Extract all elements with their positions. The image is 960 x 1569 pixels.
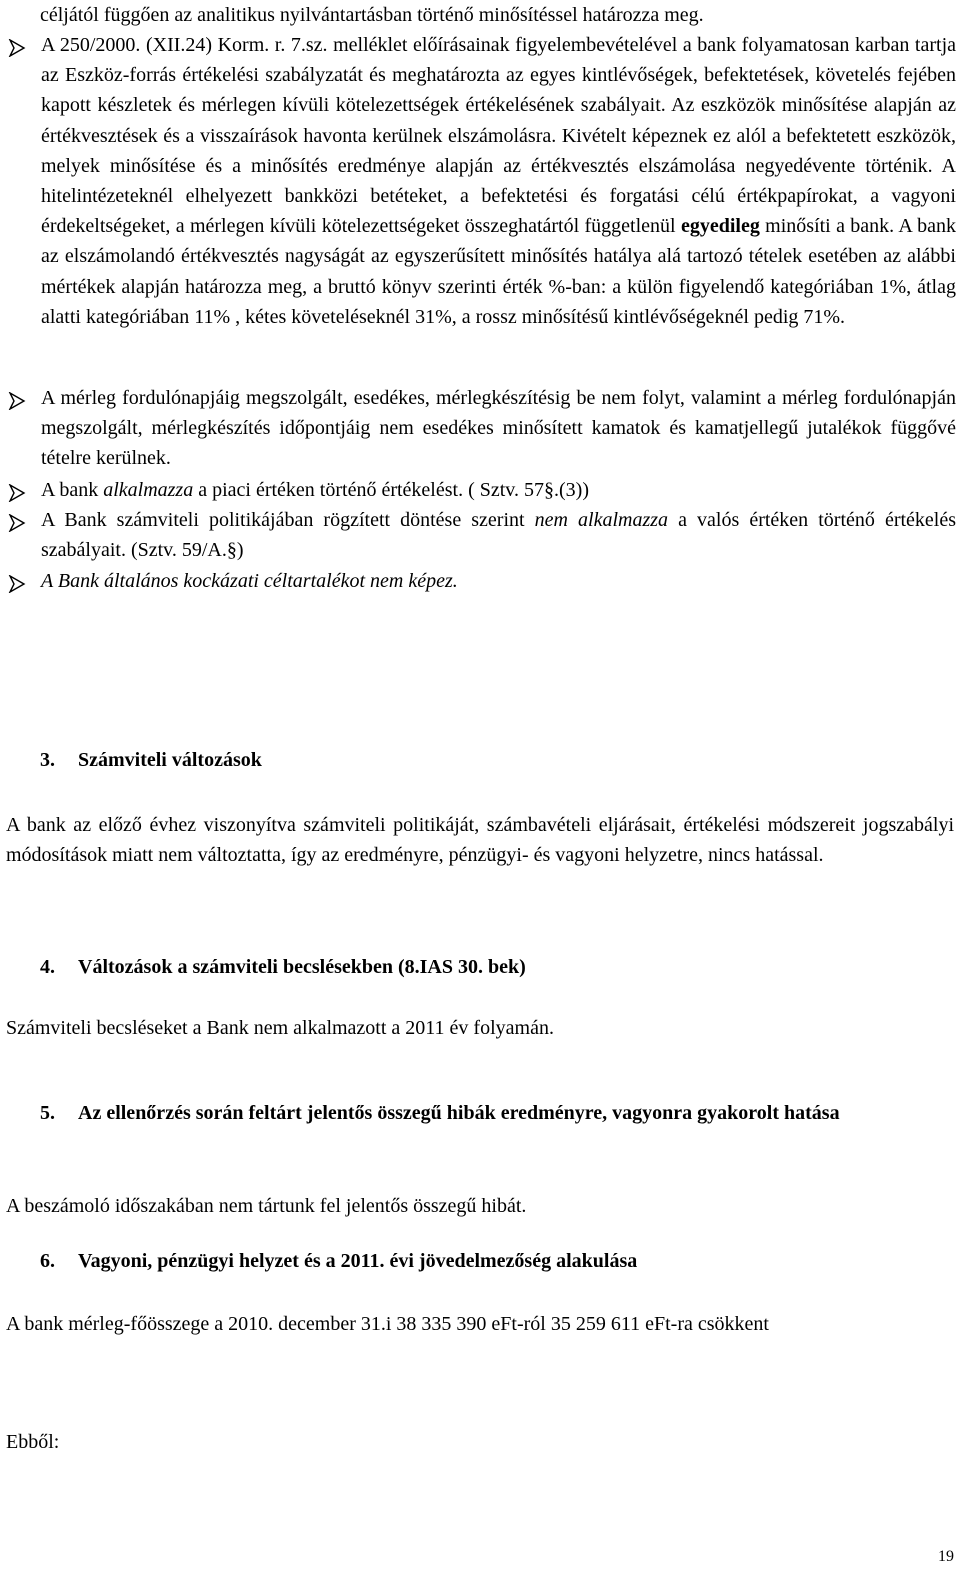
continued-paragraph-line: céljától függően az analitikus nyilvántartásban történő minősítéssel határozza meg. <box>40 4 704 26</box>
section-number: 3. <box>40 749 55 771</box>
bullet-text-segment: alkalmazza <box>103 479 194 501</box>
section-6-body <box>6 1309 886 1339</box>
policy-bullet-item <box>8 566 956 596</box>
section-body-text: A bank mérleg-főösszege a 2010. december 31.i 38 335 390 eFt-ról 35 259 611 eFt-ra csökkent <box>6 1313 769 1335</box>
section-title: Változások a számviteli becslésekben (8.IAS 30. bek) <box>78 956 526 978</box>
section-4-body <box>6 1013 954 1043</box>
section-title: Vagyoni, pénzügyi helyzet és a 2011. évi jövedelmezőség alakulása <box>78 1250 638 1272</box>
arrow-bullet-icon <box>8 389 26 407</box>
section-number: 4. <box>40 956 55 978</box>
arrow-bullet-icon <box>8 511 26 529</box>
section-title: Az ellenőrzés során feltárt jelentős összegű hibák eredményre, vagyonra gyakorolt hatása <box>78 1102 840 1124</box>
section-heading-5 <box>40 1098 878 1128</box>
policy-bullet-item <box>8 475 956 505</box>
policy-bullet-item <box>8 505 956 565</box>
bullet-text-segment: A 250/2000. (XII.24) Korm. r. 7.sz. melléklet előírásainak figyelembevételével a bank folyamatosan karban tartja az Eszköz-forrás értékelési szabályzatát és meghatározta az egyes kintlévőségek, befektetések, követelés fejében kapott készletek és mérlegen kívüli kötelezettségek értékelésének szabályait. Az eszközök minősítése alapján az értékvesztések és a visszaírások havonta kerülnek elszámolásra. Kivételt képeznek ez alól a befektetett eszközök, melyek minősítése és a minősítés eredménye alapján az értékvesztés elszámolása negyedévente történik. A hitelintézeteknél elhelyezett bankközi betéteket, a befektetési és forgatási célú értékpapírokat, a vagyoni érdekeltségeket, a mérlegen kívüli kötelezettségeket összeghatártól függetlenül <box>41 34 956 238</box>
section-body-text: A bank az előző évhez viszonyítva számviteli politikáját, számbavételi eljárásait, értékelési módszereit jogszabályi módosítások miatt nem változtatta, így az eredményre, pénzügyi- és vagyoni helyzetre, nincs hatással. <box>6 814 954 867</box>
bullet-text-segment: A bank <box>41 479 104 501</box>
bullet-text-segment: A Bank általános kockázati céltartalékot nem képez. <box>41 570 458 592</box>
arrow-bullet-icon <box>8 481 26 499</box>
section-heading-3 <box>40 745 262 775</box>
bullet-text-segment: A Bank számviteli politikájában rögzített döntése szerint <box>41 509 535 531</box>
bullet-text-segment: a piaci értéken történő értékelést. ( Sztv. 57§.(3)) <box>193 479 589 501</box>
page-number: 19 <box>938 1548 954 1565</box>
policy-bullet-item <box>8 383 956 474</box>
section-body-text: A beszámoló időszakában nem tártunk fel jelentős összegű hibát. <box>6 1195 527 1217</box>
bullet-text-segment: minősíti a bank. A bank az elszámolandó értékvesztés nagyságát az egyszerűsített minősítés hatálya alá tartozó tételek esetében az alábbi mértékek alapján határozza meg, a bruttó könyv szerinti érték %-ban: a külön figyelendő kategóriában 1%, átlag alatti kategóriában 11% , kétes követeléseknél 31%, a rossz minősítésű kintlévőségeknél pedig 71%. <box>41 215 956 328</box>
policy-bullet-item <box>8 30 956 332</box>
section-heading-4 <box>40 952 526 982</box>
arrow-bullet-icon <box>8 572 26 590</box>
bullet-text-segment: a valós értéken történő értékelés szabályait. (Sztv. 59/A.§) <box>41 509 957 562</box>
arrow-bullet-icon <box>8 36 26 54</box>
closing-label: Ebből: <box>6 1431 60 1453</box>
section-heading-6 <box>40 1246 637 1276</box>
section-3-body <box>6 810 954 870</box>
section-number: 6. <box>40 1250 55 1272</box>
bullet-text-segment: nem alkalmazza <box>534 509 669 531</box>
bullet-text-segment: A mérleg fordulónapjáig megszolgált, esedékes, mérlegkészítésig be nem folyt, valamint a mérleg fordulónapján megszolgált, mérlegkészítés időpontjáig nem esedékes minősített kamatok és kamatjellegű jutalékok függővé tételre kerülnek. <box>41 387 956 470</box>
section-title: Számviteli változások <box>78 749 262 771</box>
section-5-body <box>6 1191 954 1221</box>
section-body-text: Számviteli becsléseket a Bank nem alkalmazott a 2011 év folyamán. <box>6 1017 554 1039</box>
bullet-text-segment: egyedileg <box>680 215 760 238</box>
section-number: 5. <box>40 1102 55 1124</box>
